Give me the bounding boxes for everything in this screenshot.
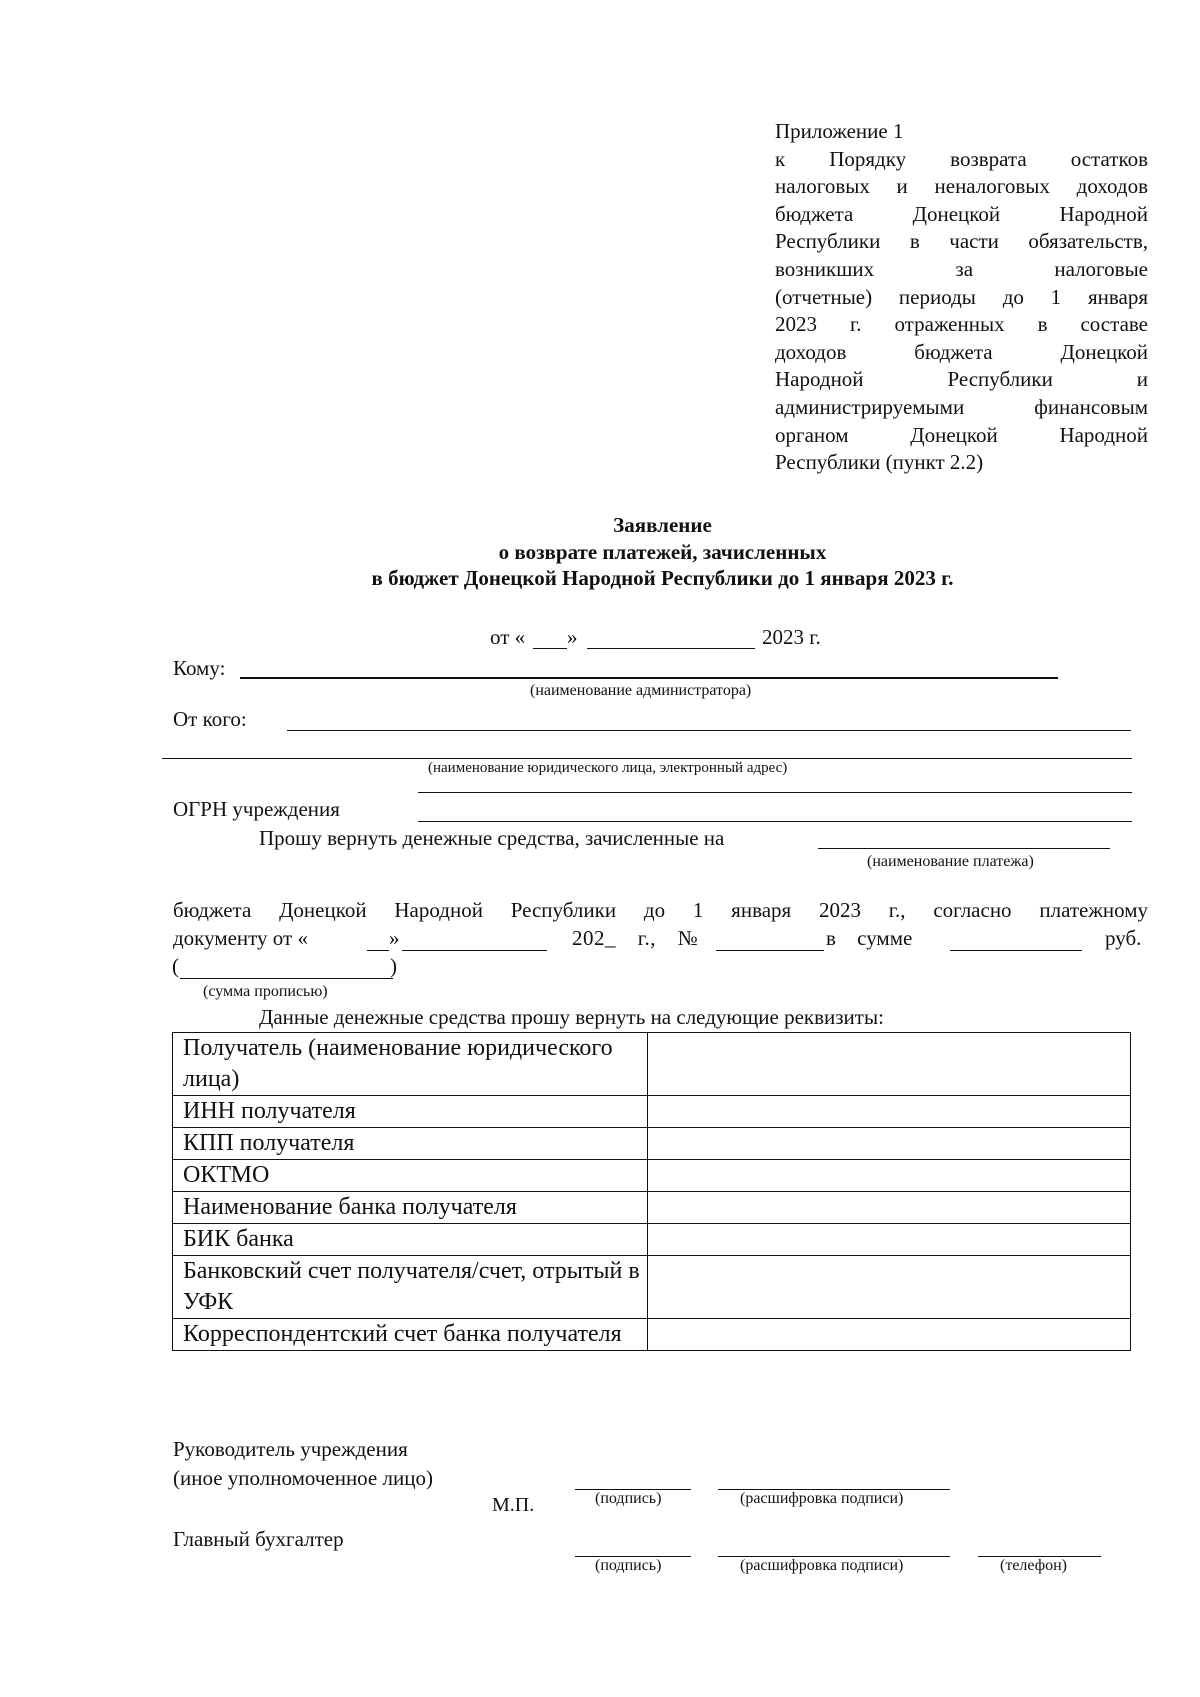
paren-open: ( [172, 954, 179, 978]
administrator-field[interactable] [240, 677, 1058, 679]
requisite-label: Наименование банка получателя [173, 1192, 648, 1224]
appendix-line: Республики в части обязательств, [775, 229, 1148, 254]
from-field[interactable] [287, 730, 1131, 731]
head-decode-caption: (расшифровка подписи) [740, 1490, 904, 1507]
payment-name-caption: (наименование платежа) [867, 853, 1034, 870]
requisite-label: Получатель (наименование юридического лица) [173, 1033, 648, 1096]
document-title [0, 512, 1200, 592]
body-line-2-c: 202_ г., № [572, 926, 699, 950]
requisite-value[interactable] [647, 1319, 1130, 1351]
requisite-value[interactable] [647, 1033, 1130, 1096]
appendix-line: 2023 г. отраженных в составе [775, 312, 1148, 337]
body-line-2-b: » [389, 926, 400, 950]
month-field[interactable] [587, 648, 755, 649]
appendix-line: Приложение 1 [775, 119, 904, 143]
ogrn-field[interactable] [418, 821, 1132, 822]
head-label-2: (иное уполномоченное лицо) [173, 1466, 433, 1490]
requisite-label: ОКТМО [173, 1160, 648, 1192]
paren-close: ) [390, 954, 397, 978]
appendix-line: к Порядку возврата остатков [775, 146, 1148, 171]
request-text: Прошу вернуть денежные средства, зачисленные на [259, 826, 725, 850]
appendix-note [775, 118, 1148, 477]
requisites-intro: Данные денежные средства прошу вернуть на следующие реквизиты: [259, 1005, 884, 1029]
table-row [173, 1256, 1131, 1319]
requisite-label: Банковский счет получателя/счет, отрытый в УФК [173, 1256, 648, 1319]
from-field-line-2[interactable] [162, 758, 1132, 759]
table-row [173, 1192, 1131, 1224]
appendix-line: возникших за налоговые [775, 256, 1148, 281]
administrator-caption: (наименование администратора) [530, 682, 752, 699]
appendix-line: налоговых и неналоговых доходов [775, 174, 1148, 199]
table-row [173, 1096, 1131, 1128]
head-signature-caption: (подпись) [595, 1490, 662, 1507]
amount-in-words-caption: (сумма прописью) [203, 983, 328, 1000]
amount-in-words-field[interactable] [180, 978, 393, 979]
title-line: в бюджет Донецкой Народной Республики до 1 января 2023 г. [371, 566, 954, 590]
requisite-value[interactable] [647, 1160, 1130, 1192]
body-line-2-e: руб. [1105, 926, 1142, 950]
requisite-value[interactable] [647, 1256, 1130, 1319]
accountant-label: Главный бухгалтер [173, 1527, 344, 1551]
table-row [173, 1160, 1131, 1192]
body-line-2-a: документу от « [173, 926, 308, 950]
accountant-signature-caption: (подпись) [595, 1557, 662, 1574]
body-line-1: бюджета Донецкой Народной Республики до 1 января 2023 г., согласно платежному [173, 898, 1148, 922]
appendix-line: Народной Республики и [775, 367, 1148, 392]
requisite-label: КПП получателя [173, 1128, 648, 1160]
payment-name-field[interactable] [818, 848, 1110, 849]
from-field-line-3[interactable] [418, 792, 1132, 793]
table-row [173, 1128, 1131, 1160]
doc-number-field[interactable] [716, 950, 824, 951]
title-line: о возврате платежей, зачисленных [498, 539, 827, 564]
doc-day-field[interactable] [367, 950, 389, 951]
table-row [173, 1224, 1131, 1256]
amount-field[interactable] [950, 950, 1082, 951]
requisite-label: Корреспондентский счет банка получателя [173, 1319, 648, 1351]
requisite-value[interactable] [647, 1096, 1130, 1128]
appendix-line: (отчетные) периоды до 1 января [775, 284, 1148, 309]
stamp-mark: М.П. [492, 1494, 535, 1516]
table-row [173, 1033, 1131, 1096]
date-middle: » [567, 625, 578, 649]
accountant-decode-caption: (расшифровка подписи) [740, 1557, 904, 1574]
ogrn-label: ОГРН учреждения [173, 797, 340, 821]
requisite-label: ИНН получателя [173, 1096, 648, 1128]
date-prefix: от « [490, 625, 526, 649]
doc-month-field[interactable] [402, 950, 547, 951]
appendix-line: Республики (пункт 2.2) [775, 450, 984, 475]
requisite-label: БИК банка [173, 1224, 648, 1256]
appendix-line: органом Донецкой Народной [775, 422, 1148, 447]
head-label-1: Руководитель учреждения [173, 1437, 408, 1461]
appendix-line: администрируемыми финансовым [775, 394, 1148, 419]
to-label: Кому: [173, 656, 226, 680]
title-line: Заявление [613, 513, 712, 537]
accountant-phone-caption: (телефон) [1000, 1557, 1067, 1574]
date-year: 2023 г. [762, 625, 821, 649]
appendix-line: доходов бюджета Донецкой [775, 339, 1148, 364]
body-line-2-d: в сумме [826, 926, 913, 950]
table-row [173, 1319, 1131, 1351]
requisites-table [172, 1032, 1131, 1351]
day-field[interactable] [533, 648, 567, 649]
appendix-line: бюджета Донецкой Народной [775, 201, 1148, 226]
from-caption: (наименование юридического лица, электронный адрес) [428, 760, 788, 776]
from-label: От кого: [173, 707, 247, 731]
requisite-value[interactable] [647, 1224, 1130, 1256]
requisite-value[interactable] [647, 1128, 1130, 1160]
requisite-value[interactable] [647, 1192, 1130, 1224]
